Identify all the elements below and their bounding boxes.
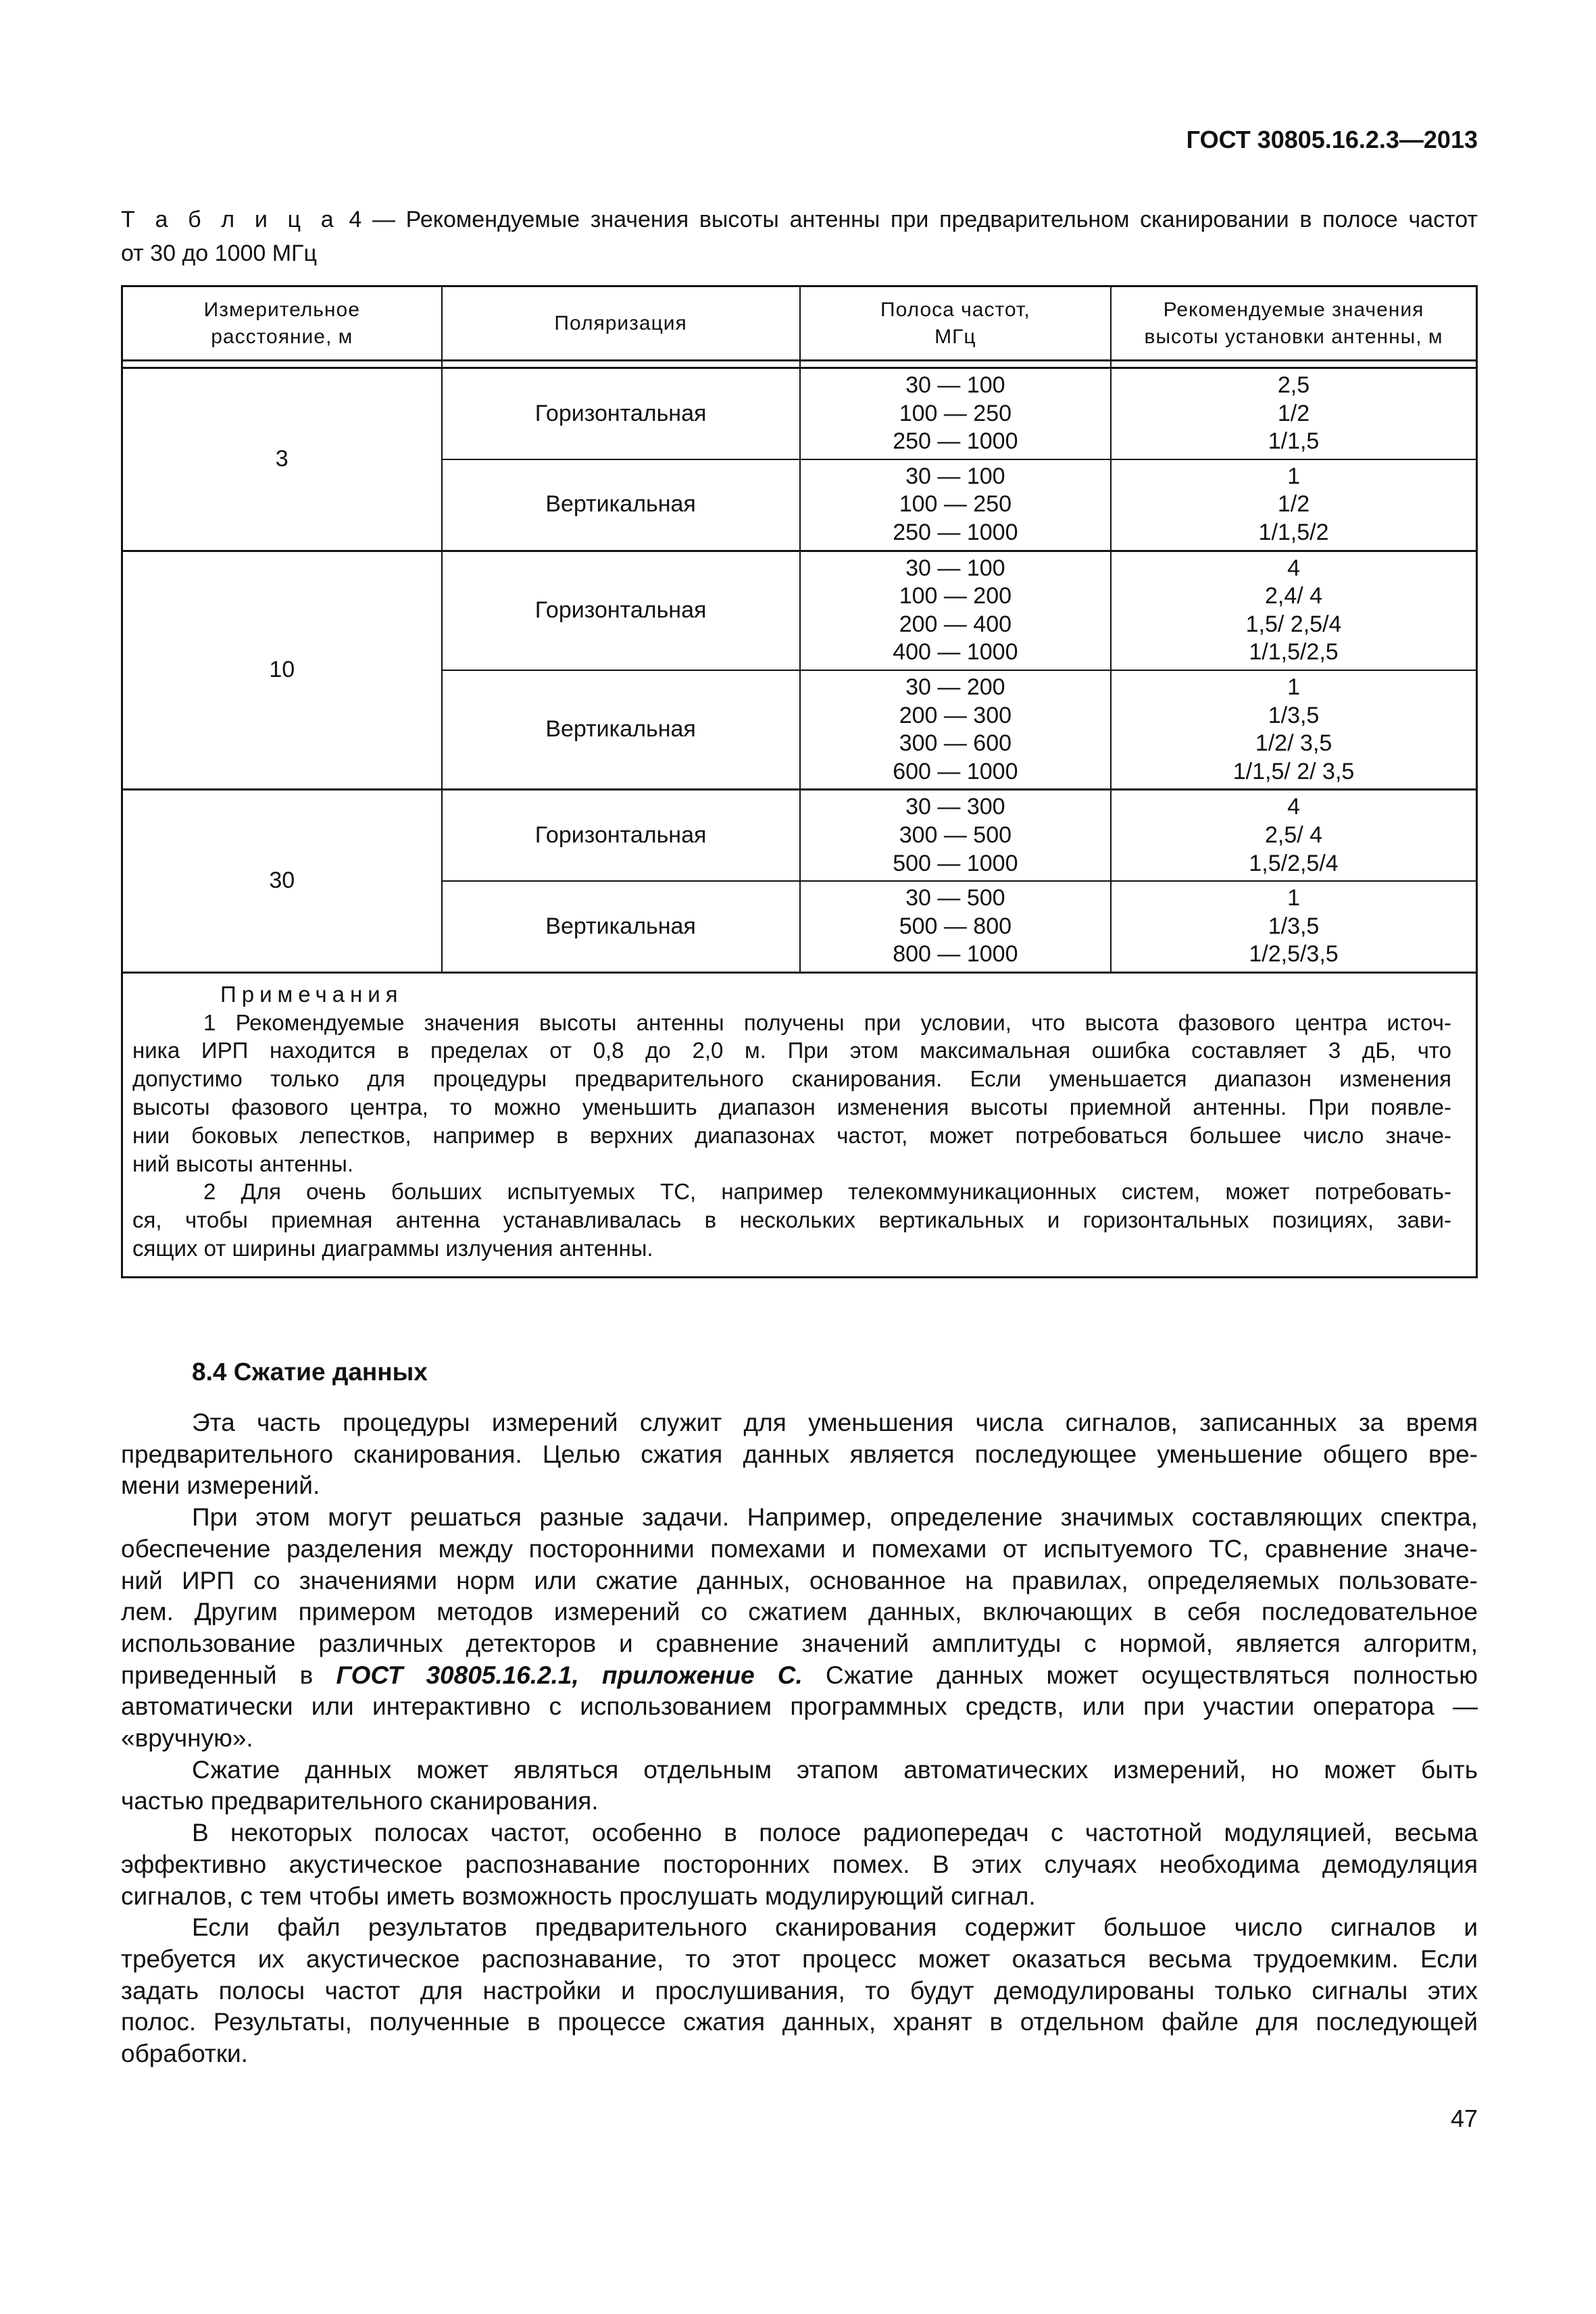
antenna-height: 1/2 [1277, 491, 1310, 518]
column-header-line: расстояние, м [211, 325, 353, 348]
paragraph [121, 1912, 1478, 2070]
antenna-height: 1 [1287, 463, 1300, 489]
paragraph-line [121, 1470, 1478, 1502]
frequency-band: 100 — 200 [899, 583, 1012, 609]
antenna-height-cell [1111, 368, 1476, 459]
note-line: ся, чтобы приемная антенна устанавливалась в нескольких вертикальных и горизонтальных позициях, зави- [132, 1207, 1451, 1233]
paragraph [121, 1817, 1478, 1912]
text-run: сигналов, с тем чтобы иметь возможность прослушать модулирующий сигнал. [121, 1882, 1036, 1910]
paragraph-line [121, 1565, 1478, 1597]
note-line: ника ИРП находится в пределах от 0,8 до 2,0 м. При этом максимальная ошибка составляет 3 дБ, что [132, 1038, 1451, 1063]
paragraph-line [121, 1755, 1478, 1786]
antenna-height: 1 [1287, 674, 1300, 700]
text-run: лем. Другим примером методов измерений со сжатием данных, включающих в себя последовательное [121, 1598, 1478, 1626]
frequency-band: 30 — 300 [905, 794, 1005, 820]
frequency-band: 500 — 800 [899, 913, 1012, 939]
polarization-cell: Горизонтальная [442, 551, 800, 670]
section-body [121, 1407, 1478, 2070]
column-header-line: Измерительное [203, 298, 360, 321]
polarization-cell: Горизонтальная [442, 790, 800, 881]
antenna-height: 1/1,5/2 [1258, 519, 1329, 545]
polarization-cell: Вертикальная [442, 881, 800, 972]
paragraph-line [121, 1691, 1478, 1723]
antenna-height: 1/1,5/2,5 [1249, 639, 1339, 665]
column-header-line: высоты установки антенны, м [1144, 325, 1443, 348]
antenna-height: 1/2/ 3,5 [1255, 730, 1332, 757]
antenna-height: 1/2 [1277, 400, 1310, 426]
paragraph-line [121, 1502, 1478, 1534]
paragraph-line [121, 1817, 1478, 1849]
frequency-band-cell [800, 881, 1111, 972]
column-header [800, 286, 1111, 361]
text-run: использование различных детекторов и сравнение значений амплитуды с нормой, является алгоритм, [121, 1629, 1478, 1657]
text-run: ний ИРП со значениями норм или сжатие данных, основанное на правилах, определяемых пользовате- [121, 1566, 1478, 1594]
text-run: обеспечение разделения между посторонними помехами и помехами от испытуемого ТС, сравнение значе- [121, 1534, 1478, 1563]
column-header [1111, 286, 1476, 361]
column-header-line: Рекомендуемые значения [1163, 298, 1424, 321]
caption-label: Т а б л и ц а [121, 207, 339, 232]
text-run: Сжатие данных может осуществляться полностью [802, 1661, 1478, 1689]
frequency-band: 800 — 1000 [893, 941, 1018, 967]
antenna-height: 2,5/ 4 [1264, 822, 1323, 848]
separator-cell [122, 361, 442, 368]
note-item [132, 1178, 1451, 1262]
frequency-band: 30 — 200 [905, 674, 1005, 700]
frequency-band-cell [800, 368, 1111, 459]
antenna-height: 1/1,5 [1268, 428, 1320, 455]
frequency-band: 250 — 1000 [893, 519, 1018, 545]
notes-cell [122, 972, 1477, 1277]
paragraph-line [121, 1596, 1478, 1628]
frequency-band: 30 — 100 [905, 372, 1005, 398]
paragraph-line [121, 1534, 1478, 1565]
text-run: В некоторых полосах частот, особенно в полосе радиопередач с частотной модуляцией, весьма [192, 1819, 1478, 1847]
column-header [442, 286, 800, 361]
note-line: ний высоты антенны. [132, 1151, 354, 1176]
table-row [122, 368, 1477, 459]
polarization-cell: Вертикальная [442, 459, 800, 551]
polarization-cell: Вертикальная [442, 670, 800, 790]
note-line: 1 Рекомендуемые значения высоты антенны получены при условии, что высота фазового центра источ- [203, 1009, 1451, 1035]
paragraph-line [121, 1912, 1478, 1944]
antenna-height-cell [1111, 881, 1476, 972]
caption-line [121, 203, 1478, 236]
paragraph-line [121, 1786, 1478, 1817]
antenna-height: 1,5/ 2,5/4 [1245, 611, 1342, 637]
notes-title: Примечания [220, 981, 403, 1007]
paragraph-line [121, 1628, 1478, 1660]
column-header-line: МГц [934, 325, 976, 348]
text-run: частью предварительного сканирования. [121, 1787, 599, 1815]
antenna-height: 4 [1287, 555, 1300, 581]
antenna-height-cell [1111, 790, 1476, 881]
table-header-row [122, 286, 1477, 361]
paragraph-line [121, 1881, 1478, 1913]
document-code-header: ГОСТ 30805.16.2.3—2013 [1186, 126, 1478, 153]
column-header [122, 286, 442, 361]
antenna-height-cell [1111, 670, 1476, 790]
frequency-band: 400 — 1000 [893, 639, 1018, 665]
column-header-line: Поляризация [554, 311, 687, 334]
text-run: эффективно акустическое распознавание посторонних помех. В этих случаях необходима демодуляция [121, 1850, 1478, 1878]
frequency-band: 30 — 500 [905, 885, 1005, 911]
distance-cell: 30 [122, 790, 442, 973]
antenna-height-cell [1111, 459, 1476, 551]
caption-line [121, 236, 1478, 270]
note-line: 2 Для очень больших испытуемых ТС, например телекоммуникационных систем, может потребовать- [203, 1179, 1451, 1205]
antenna-height: 1,5/2,5/4 [1249, 850, 1339, 876]
paragraph-line [121, 1723, 1478, 1755]
antenna-height: 1/3,5 [1268, 702, 1320, 728]
frequency-band: 600 — 1000 [893, 758, 1018, 784]
polarization-cell: Горизонтальная [442, 368, 800, 459]
note-line: нии боковых лепестков, например в верхних диапазонах частот, может потребоваться большее число значе- [132, 1122, 1451, 1148]
standard-reference: ГОСТ 30805.16.2.1, приложение С. [336, 1661, 803, 1689]
text-run: «вручную». [121, 1724, 253, 1753]
antenna-height: 4 [1287, 794, 1300, 820]
text-run: требуется их акустическое распознавание, то этот процесс может оказаться весьма трудоемким. Если [121, 1944, 1478, 1973]
separator-cell [442, 361, 800, 368]
frequency-band: 200 — 400 [899, 611, 1012, 637]
text-run: При этом могут решаться разные задачи. Например, определение значимых составляющих спектра, [192, 1503, 1478, 1532]
separator-cell [800, 361, 1111, 368]
paragraph-line [121, 1660, 1478, 1692]
text-run: предварительного сканирования. Целью сжатия данных является последующее уменьшение общего вре- [121, 1440, 1478, 1468]
text-run: автоматически или интерактивно с использованием программных средств, или при участии оператора — [121, 1692, 1478, 1721]
page-number: 47 [1450, 2105, 1478, 2132]
paragraph-line [121, 2007, 1478, 2038]
paragraph-line [121, 1439, 1478, 1471]
separator-cell [1111, 361, 1476, 368]
table-row [122, 790, 1477, 881]
paragraph-line [121, 1407, 1478, 1439]
text-run: Если файл результатов предварительного сканирования содержит большое число сигналов и [192, 1913, 1478, 1942]
table-caption [121, 203, 1478, 270]
caption-text: от 30 до 1000 МГц [121, 241, 317, 266]
notes-row [122, 972, 1477, 1277]
paragraph-line [121, 1944, 1478, 1976]
frequency-band: 300 — 600 [899, 730, 1012, 757]
frequency-band: 500 — 1000 [893, 850, 1018, 876]
frequency-band: 300 — 500 [899, 822, 1012, 848]
text-run: задать полосы частот для настройки и прослушивания, то будут демодулированы только сигналы этих [121, 1976, 1478, 2005]
frequency-band: 30 — 100 [905, 463, 1005, 489]
antenna-height: 1 [1287, 885, 1300, 911]
frequency-band: 100 — 250 [899, 491, 1012, 518]
paragraph-line [121, 1976, 1478, 2007]
note-line: допустимо только для процедуры предварительного сканирования. Если уменьшается диапазон изменения [132, 1066, 1451, 1092]
column-header-line: Полоса частот, [880, 298, 1030, 321]
frequency-band: 100 — 250 [899, 400, 1012, 426]
frequency-band: 30 — 100 [905, 555, 1005, 581]
header-separator [122, 361, 1477, 368]
text-run: приведенный в [121, 1661, 336, 1689]
antenna-height: 2,4/ 4 [1264, 583, 1323, 609]
antenna-height: 2,5 [1277, 372, 1310, 398]
frequency-band-cell [800, 459, 1111, 551]
paragraph [121, 1755, 1478, 1817]
paragraph-line [121, 1849, 1478, 1881]
note-item [132, 1009, 1451, 1178]
frequency-band-cell [800, 790, 1111, 881]
text-run: мени измерений. [121, 1472, 320, 1500]
frequency-band-cell [800, 551, 1111, 670]
antenna-height: 1/3,5 [1268, 913, 1320, 939]
caption-text: 4 — Рекомендуемые значения высоты антенны при предварительном сканировании в полосе частот [338, 207, 1478, 232]
frequency-band: 200 — 300 [899, 702, 1012, 728]
antenna-height-cell [1111, 551, 1476, 670]
paragraph [121, 1502, 1478, 1755]
text-run: полос. Результаты, полученные в процессе сжатия данных, хранят в отдельном файле для последующей [121, 2008, 1478, 2036]
note-line: сящих от ширины диаграммы излучения антенны. [132, 1236, 653, 1261]
distance-cell: 3 [122, 368, 442, 551]
table-row [122, 551, 1477, 670]
antenna-height: 1/1,5/ 2/ 3,5 [1232, 758, 1355, 784]
distance-cell: 10 [122, 551, 442, 790]
text-run: обработки. [121, 2040, 248, 2068]
text-run: Эта часть процедуры измерений служит для уменьшения числа сигналов, записанных за время [192, 1409, 1478, 1436]
note-line: высоты фазового центра, то можно уменьшить диапазон изменения высоты приемной антенны. При появле- [132, 1095, 1451, 1120]
section-title: 8.4 Сжатие данных [192, 1358, 428, 1386]
text-run: Сжатие данных может являться отдельным этапом автоматических измерений, но может быть [192, 1755, 1478, 1784]
paragraph [121, 1407, 1478, 1502]
frequency-band: 250 — 1000 [893, 428, 1018, 455]
frequency-band-cell [800, 670, 1111, 790]
antenna-height-table [121, 285, 1478, 1278]
antenna-height: 1/2,5/3,5 [1249, 941, 1339, 967]
paragraph-line [121, 2038, 1478, 2070]
